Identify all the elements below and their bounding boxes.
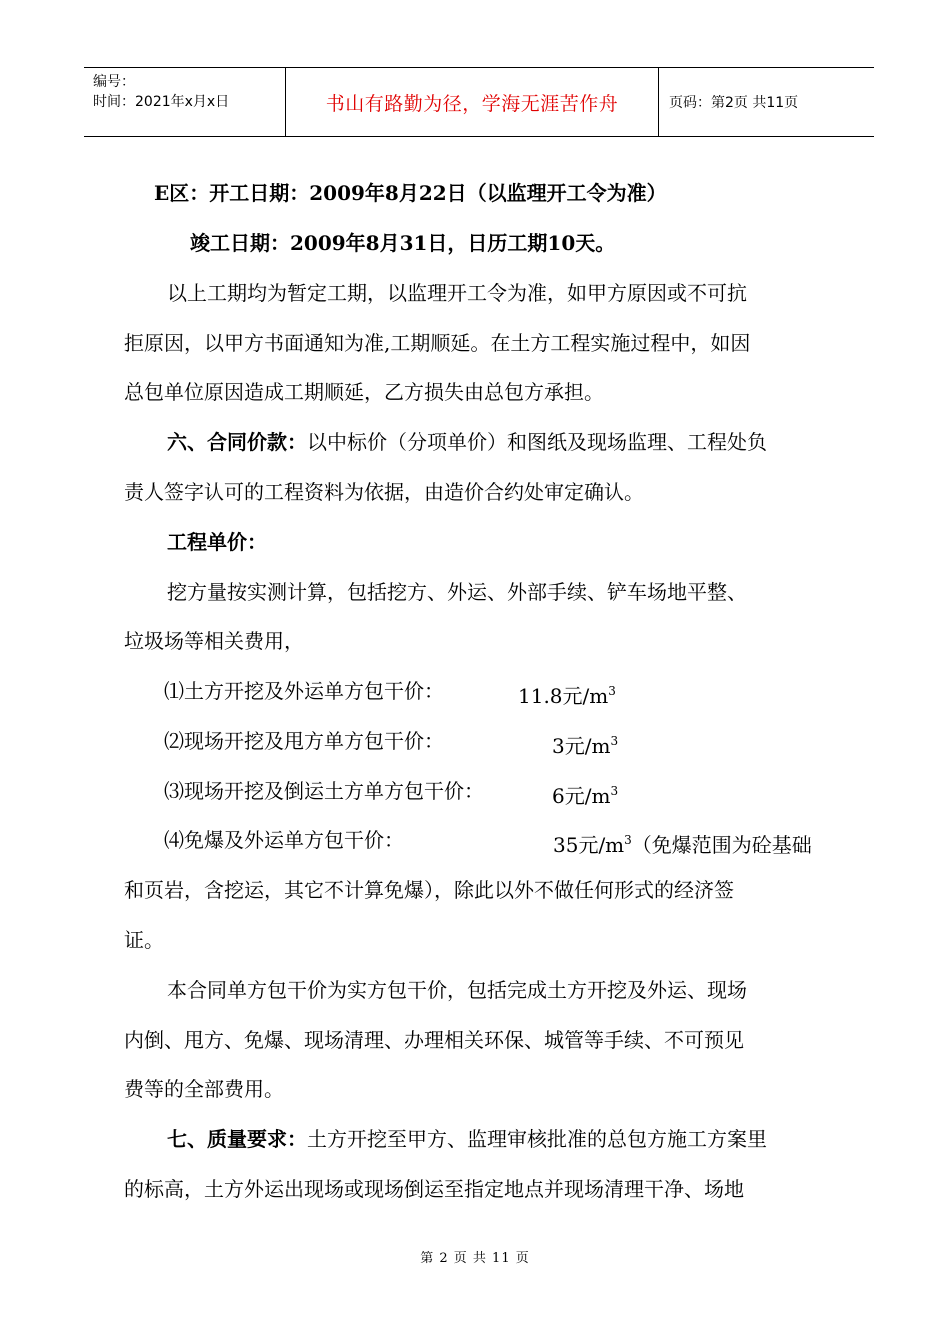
unit-price-heading: 工程单价： [167, 530, 267, 554]
quality-paragraph [167, 1126, 767, 1152]
header-meta [84, 68, 286, 136]
page-footer: 第 2 页 共 11 页 [420, 1251, 530, 1266]
unit-price-intro: 挖方量按实测计算，包括挖方、外运、外部手续、铲车场地平整、 [167, 580, 747, 604]
lump-sum-line: 本合同单方包干价为实方包干价，包括完成土方开挖及外运、现场 [167, 978, 747, 1002]
price-item-label: ⑵现场开挖及甩方单方包干价： [164, 729, 444, 753]
page-header [84, 67, 874, 137]
price-item-value: 35元$/m^3$（免爆范围为砼基础 [553, 833, 812, 857]
contract-price-text-cont: 责人签字认可的工程资料为依据，由造价合约处审定确认。 [124, 480, 644, 504]
schedule-note-line: 总包单位原因造成工期顺延，乙方损失由总包方承担。 [124, 380, 604, 404]
price-item-value: 3元$/m^3$ [552, 734, 619, 758]
price-item-value: 11.8元$/m^3$ [518, 684, 616, 708]
price-item-label: ⑶现场开挖及倒运土方单方包干价： [164, 779, 484, 803]
contract-price-paragraph [167, 429, 767, 455]
price-item-cont: 和页岩，含挖运，其它不计算免爆），除此以外不做任何形式的经济签 [124, 878, 734, 902]
quality-text: 土方开挖至甲方、监理审核批准的总包方施工方案里 [307, 1127, 767, 1151]
price-item-cont: 证。 [124, 928, 164, 952]
unit-price-intro: 垃圾场等相关费用， [124, 629, 304, 653]
quality-heading: 七、质量要求： [167, 1127, 307, 1151]
time-label: 时间：2021年x月x日 [93, 94, 230, 110]
section-e-end: 竣工日期：2009年8月31日，日历工期10天。 [190, 231, 616, 255]
price-item-label: ⑷免爆及外运单方包干价： [164, 828, 404, 852]
price-item-label: ⑴土方开挖及外运单方包干价： [164, 679, 444, 703]
header-motto: 书山有路勤为径，学海无涯苦作舟 [286, 68, 659, 136]
contract-price-heading: 六、合同价款： [167, 430, 307, 454]
schedule-note-line: 拒原因，以甲方书面通知为准,工期顺延。在土方工程实施过程中，如因 [124, 331, 751, 355]
section-e-start: E区：开工日期：2009年8月22日（以监理开工令为准） [154, 181, 667, 205]
lump-sum-line: 内倒、甩方、免爆、现场清理、办理相关环保、城管等手续、不可预见 [124, 1028, 744, 1052]
price-item-value: 6元$/m^3$ [552, 784, 619, 808]
schedule-note-line: 以上工期均为暂定工期，以监理开工令为准，如甲方原因或不可抗 [167, 281, 747, 305]
header-page-info: 页码：第2页 共11页 [669, 95, 799, 111]
number-label: 编号： [93, 74, 135, 90]
lump-sum-line: 费等的全部费用。 [124, 1077, 284, 1101]
contract-price-text: 以中标价（分项单价）和图纸及现场监理、工程处负 [307, 430, 767, 454]
quality-text-cont: 的标高，土方外运出现场或现场倒运至指定地点并现场清理干净、场地 [124, 1177, 744, 1201]
